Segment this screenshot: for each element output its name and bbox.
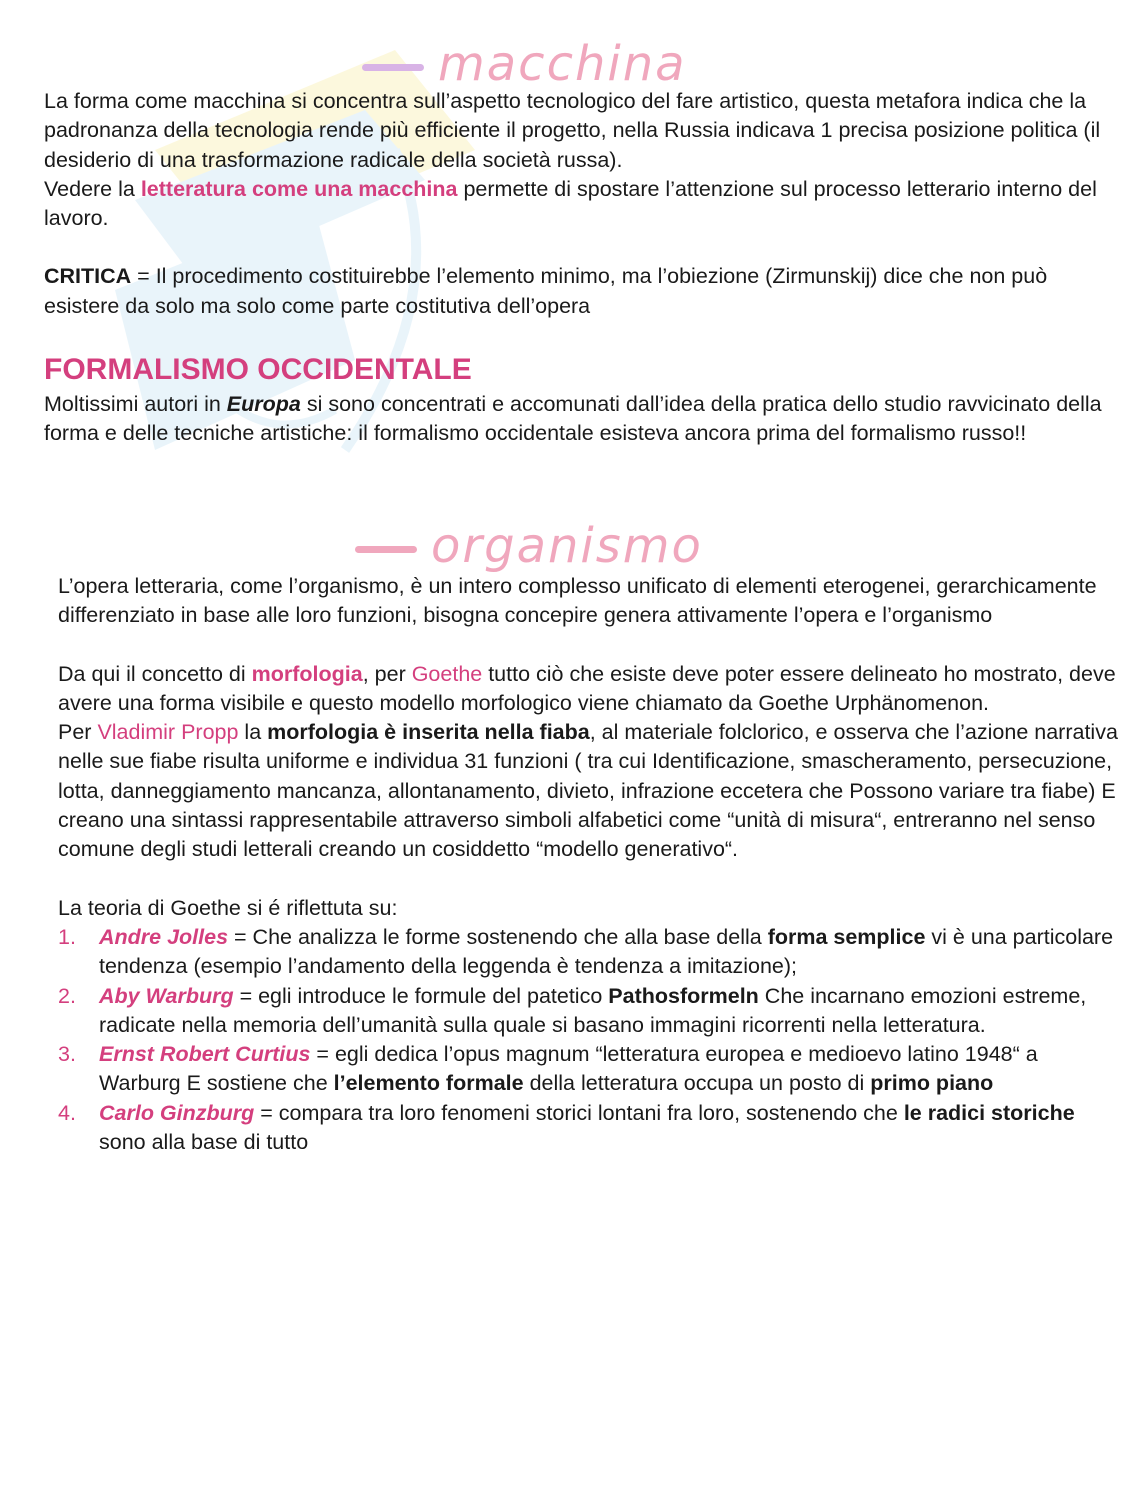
text-run: tutto ciò che esiste deve poter essere delineato ho mostrato, deve avere una forma visibile e questo modello morfologico viene chiamato da Goethe Urphänomenon. [58,661,1116,715]
bold-term: l’elemento formale [333,1071,524,1096]
text-run: si sono concentrati e accomunati dall’idea della pratica dello studio ravvicinato della forma e delle tecniche artistiche: il formalismo occidentale esisteva ancora prima del formalismo russo!! [44,392,1102,446]
text-run: Da qui il concetto di [58,661,252,686]
macchina-paragraph-2 [44,175,1124,234]
dash-decoration [355,546,417,553]
propp-highlight: Vladimir Propp [97,720,239,745]
bold-term: Pathosformeln [608,983,759,1008]
heading-organismo [355,518,703,574]
critica-label: CRITICA [44,264,132,289]
highlight-letteratura-macchina: letteratura come una macchina [140,176,458,201]
critica-text: = Il procedimento costituirebbe l’elemento minimo, ma l’obiezione (Zirmunskij) dice che non può esistere da solo ma solo come parte costitutiva dell’opera [44,264,1048,318]
morfologia-paragraph [58,660,1120,719]
text-run: = egli introduce le formule del patetico [233,983,609,1008]
authors-list [58,923,1120,1157]
text-run: Che incarnano emozioni estreme, radicate nella memoria dell’umanità sulla quale si basano immagini ricorrenti nella letteratura. [99,983,1087,1037]
heading-macchina [362,36,687,92]
formalismo-paragraph [44,390,1124,449]
dash-decoration [362,64,424,71]
text-run: sono alla base di tutto [99,1130,309,1155]
text-run: = compara tra loro fenomeni storici lontani fra loro, sostenendo che [254,1100,904,1125]
text-run: della letteratura occupa un posto di [523,1071,871,1096]
goethe-highlight: Goethe [411,661,483,686]
list-item [58,1040,1120,1099]
critica-paragraph [44,262,1124,321]
author-name: Ernst Robert Curtius [99,1042,311,1067]
heading-macchina-text: macchina [438,36,687,92]
text-run: permette di spostare l’attenzione sul processo letterario interno del lavoro. [44,176,1097,231]
macchina-paragraph-1: La forma come macchina si concentra sull’aspetto tecnologico del fare artistico, questa metafora indica che la padronanza della tecnologia rende più efficiente il progetto, nella Russia indicava 1 precisa posizione politica (il desiderio di una trasformazione radicale della società russa). [44,89,1101,172]
text-run: , al materiale folclorico, e osserva che l’azione narrativa nelle sue fiabe risulta uniforme e individua 31 funzioni ( tra cui Identificazione, smascheramento, persecuzione, lotta, danneggiamento mancanza, allontanamento, divieto, infrazione eccetera che Possono variare tra fiabe) E creano una sintassi rappresentabile attraverso simboli alfabetici come “unità di misura“, entreranno nel senso comune degli studi letterali creando un cosiddetto “modello generativo“. [58,720,1118,862]
bold-term: forma semplice [767,924,926,949]
list-item [58,923,1120,982]
goethe-intro: La teoria di Goethe si é riflettuta su: [58,895,398,920]
bold-term: le radici storiche [903,1100,1075,1125]
text-run: = Che analizza le forme sostenendo che alla base della [228,924,768,949]
formalismo-heading: FORMALISMO OCCIDENTALE [44,353,472,386]
text-run: Per [58,720,98,745]
text-run: la [238,720,268,745]
europa-emphasis: Europa [226,392,301,416]
list-number: 2. [58,983,76,1008]
list-number: 3. [58,1042,76,1067]
bold-term: primo piano [870,1071,994,1096]
propp-paragraph [58,718,1120,864]
text-run: Vedere la [44,176,141,201]
text-run: vi è una particolare tendenza (esempio l’andamento della leggenda è tendenza a imitazione); [99,924,1114,979]
text-run: , per [362,661,412,686]
list-number: 1. [58,924,76,949]
list-item [58,1099,1120,1158]
list-number: 4. [58,1100,76,1125]
organismo-section [58,572,1120,1157]
macchina-section [44,87,1124,321]
author-name: Andre Jolles [99,924,229,949]
text-run: = egli dedica l’opus magnum “letteratura europea e medioevo latino 1948“ a Warburg E sostiene che [99,1042,1038,1096]
heading-organismo-text: organismo [431,518,703,574]
list-item [58,982,1120,1041]
organismo-paragraph-1: L’opera letteraria, come l’organismo, è un intero complesso unificato di elementi eterogenei, gerarchicamente differenziato in base alle loro funzioni, bisogna concepire genera attivamente l’opera e l’organismo [58,574,1097,628]
author-name: Aby Warburg [99,983,234,1008]
morfologia-highlight: morfologia [251,661,363,686]
morfologia-fiaba-bold: morfologia è inserita nella fiaba [267,720,590,745]
author-name: Carlo Ginzburg [99,1100,255,1125]
formalismo-section [44,390,1124,449]
text-run: Moltissimi autori in [44,392,227,416]
